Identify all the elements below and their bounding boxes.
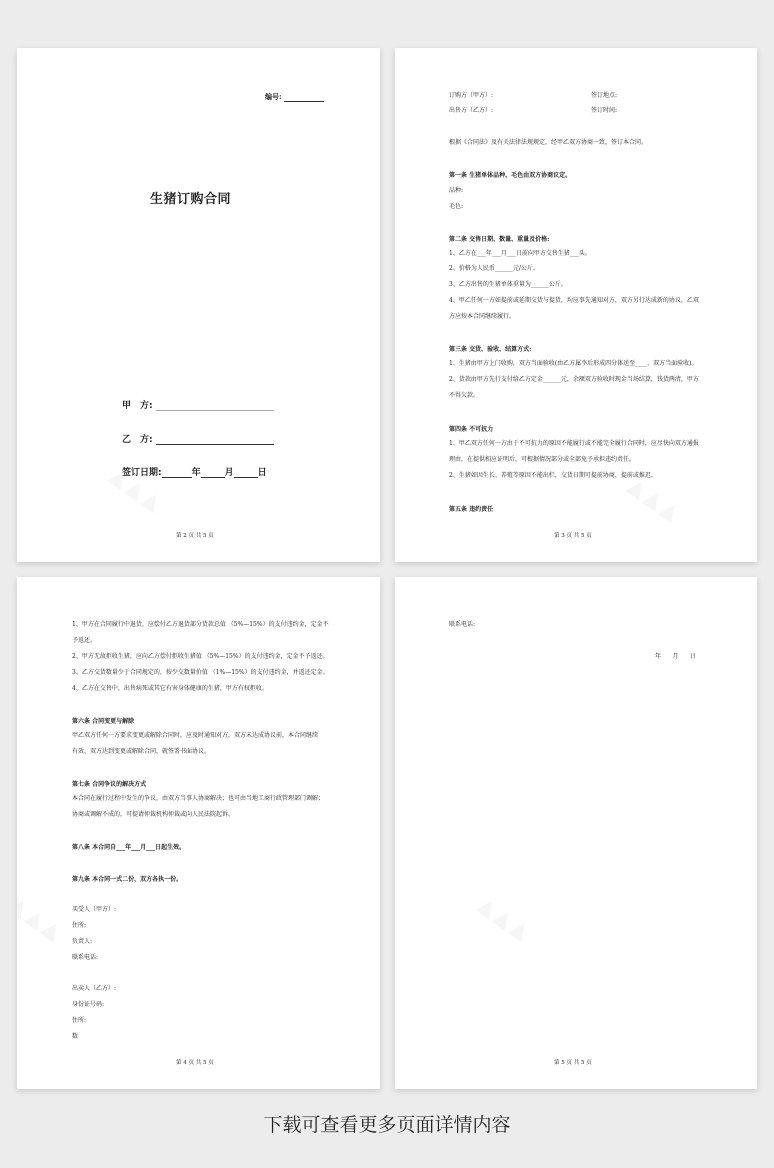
party-a-label: 甲 方:	[122, 401, 153, 411]
sign-time-label: 签订时间:	[591, 107, 618, 114]
contract-number-label: 编号:	[265, 92, 282, 101]
article-6-line-2: 有效，双方达到变更或解除合同，就签署书面协议。	[72, 748, 211, 755]
buyer-person-label: 负责人:	[72, 938, 93, 945]
sign-date-day: 日	[257, 468, 267, 478]
page-4	[17, 577, 380, 1089]
seller-id-label: 身份证号码:	[72, 1001, 105, 1008]
article-2-line-3: 3、乙方出售的生猪单体重量为______公斤。	[449, 281, 567, 288]
sign-date-label: 签订日期:	[122, 468, 162, 478]
article-9: 第九条 本合同一式二份，双方各执一份。	[72, 876, 183, 883]
article-2-title: 第二条 交售日期、数量、重量及价格:	[449, 236, 550, 243]
article-4-line-2: 理由，在提供相应证明后，可根据情况部分或全部免予承担违约责任。	[449, 456, 636, 463]
article-1-line-1: 品种:	[449, 187, 464, 194]
closing-date-year: 年	[655, 653, 662, 660]
article-1-title: 第一条 生猪单体品种、毛色由双方协商议定。	[449, 172, 572, 179]
article-3-line-3: 不得欠款。	[449, 392, 480, 399]
page-3	[395, 48, 757, 562]
sign-date-year-blank	[162, 467, 192, 478]
watermark	[473, 892, 536, 947]
page-2-cover	[17, 48, 380, 562]
article-3-title: 第三条 交货、验收、结算方式:	[449, 346, 532, 353]
sign-date-field	[122, 465, 267, 478]
page-footer: 第 4 页 共 5 页	[176, 1060, 214, 1066]
page-5	[395, 577, 757, 1089]
closing-date-month: 月	[672, 653, 679, 660]
article-2-line-5: 方应按本合同继续履行。	[449, 313, 516, 320]
article-6-title: 第六条 合同变更与解除	[72, 718, 135, 725]
contract-number-field	[265, 92, 324, 102]
page-footer: 第 3 页 共 5 页	[554, 533, 592, 539]
buyer-label: 订购方（甲方）:	[449, 92, 494, 99]
sign-date-year: 年	[191, 468, 201, 478]
article-7-line-2: 协商或调解不成的，可提请仲裁机构仲裁或向人民法院起诉。	[72, 811, 235, 818]
article-5-title: 第五条 违约责任	[449, 506, 494, 513]
article-3-line-2: 2、货款由甲方先行支付给乙方定金______元，余额双方验收时现金当场结算，钱货两清，甲方	[449, 376, 699, 383]
article-6-line-1: 甲乙双方任何一方要求变更或解除合同时，应及时通知对方，双方未达成协议前，本合同继续	[72, 732, 319, 739]
download-caption: 下载可查看更多页面详情内容	[263, 1114, 511, 1136]
article-4-line-3: 2、生猪如因生长、养殖等原因不能出栏，交货日期可提前协商，提前或推迟。	[449, 472, 657, 479]
contract-title: 生猪订购合同	[150, 192, 232, 207]
article-2-line-1: 1、乙方在___年___月___日前向甲方交售生猪___头。	[449, 250, 591, 257]
party-a-field	[122, 398, 274, 411]
page-footer: 第 5 页 共 5 页	[554, 1060, 592, 1066]
sign-date-month-blank	[201, 467, 225, 478]
seller-label: 出卖人（乙方）:	[72, 985, 117, 992]
watermark	[17, 892, 69, 947]
page-footer: 第 2 页 共 5 页	[176, 533, 214, 539]
party-a-blank	[156, 400, 274, 411]
phone-label: 联系电话:	[449, 621, 476, 628]
buyer-phone-label: 联系电话:	[72, 954, 99, 961]
article-2-line-2: 2、价格为人民币______元/公斤。	[449, 265, 539, 272]
sign-date-month: 月	[224, 468, 234, 478]
contract-number-blank	[284, 94, 324, 102]
article-4-title: 第四条 不可抗力	[449, 426, 494, 433]
article-1-line-2: 毛色:	[449, 203, 464, 210]
seller-address-label: 住所:	[72, 1017, 87, 1024]
article-5-line-5: 4、乙方在交售中，出售病死或其它有害身体健康的生猪，甲方有权拒收。	[72, 685, 268, 692]
party-b-blank	[156, 434, 274, 445]
article-8: 第八条 本合同自___年___月___日起生效。	[72, 844, 186, 851]
watermark	[623, 473, 686, 528]
buyer-address-label: 住所:	[72, 922, 87, 929]
intro-text: 根据《合同法》及有关法律法规规定，经甲乙双方协商一致，签订本合同。	[449, 139, 648, 146]
article-2-line-4: 4、甲乙任何一方如提前或延期交货与提货，均应事先通知对方，双方另行达成新的协议，乙双	[449, 297, 699, 304]
article-5-line-2: 予返还。	[72, 637, 97, 644]
buyer-label: 买受人（甲方）:	[72, 906, 117, 913]
sign-date-day-blank	[234, 467, 258, 478]
party-b-label: 乙 方:	[122, 435, 153, 445]
party-b-field	[122, 432, 274, 445]
closing-date-day: 日	[689, 653, 696, 660]
article-3-line-1: 1、生猪由甲方上门收购，双方当面验收(由乙方属李后形成四分体送至____，双方当面验收)。	[449, 360, 698, 367]
article-7-line-1: 本合同在履行过程中发生的争议，由双方当事人协商解决；也可由当地工商行政管理部门调解；	[72, 795, 325, 802]
article-5-line-4: 3、乙方交货数量少于合同规定的，按少交数量价值 （1%—15%）的支付违约金，并返还定金。	[72, 669, 329, 676]
seller-last-line: 数	[72, 1033, 79, 1040]
article-4-line-1: 1、甲乙双方任何一方由于不可抗力的原因不能履行或不能完全履行合同时，应尽快向双方通报	[449, 440, 699, 447]
article-5-line-3: 2、甲方无故拒收生猪，应向乙方偿付拒收生猪值 （5%—15%）的支付违约金，定金不予返还。	[72, 653, 329, 660]
sign-place-label: 签订地点:	[591, 92, 618, 99]
article-7-title: 第七条 合同争议的解决方式	[72, 781, 147, 788]
closing-date	[655, 653, 696, 661]
seller-label: 出售方（乙方）:	[449, 107, 494, 114]
article-5-line-1: 1、甲方在合同履行中退货，应偿付乙方退货部分货款总值 （5%—15%）的支付违约金，定金不	[72, 621, 329, 628]
